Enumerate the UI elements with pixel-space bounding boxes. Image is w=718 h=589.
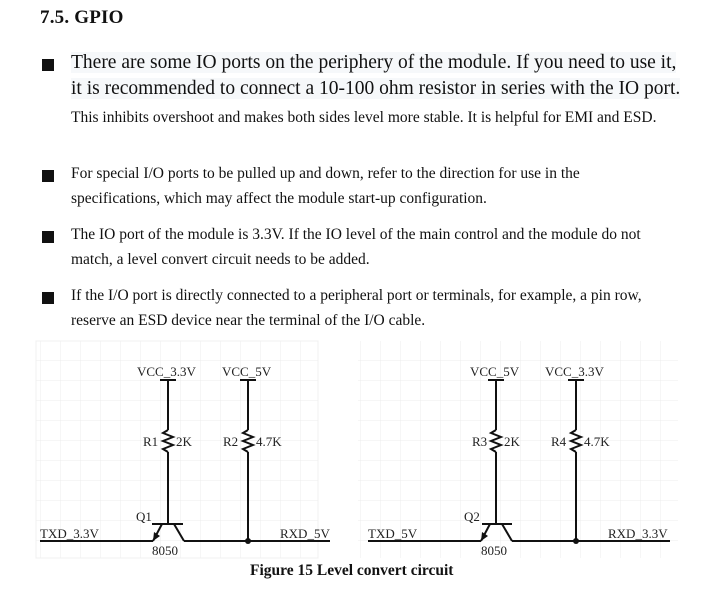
vcc-label: VCC_3.3V <box>137 364 196 379</box>
vcc-label: VCC_5V <box>470 364 520 379</box>
junction-dot <box>245 538 251 544</box>
signal-label-rxd: RXD_3.3V <box>608 526 668 541</box>
transistor-type: 8050 <box>481 543 507 558</box>
junction-dot <box>573 538 579 544</box>
resistor-label: R4 <box>551 434 567 449</box>
bullet-text-3: The IO port of the module is 3.3V. If the IO level of the main control and the module do not match, a level convert circuit needs to be added. <box>71 226 641 268</box>
vcc-label: VCC_3.3V <box>545 364 604 379</box>
signal-label-txd: TXD_5V <box>368 526 418 541</box>
resistor-label: R3 <box>472 434 488 449</box>
signal-label-txd: TXD_3.3V <box>40 526 99 541</box>
resistor-label: R2 <box>223 434 239 449</box>
resistor-value: 2K <box>504 434 520 449</box>
transistor-label: Q2 <box>464 509 480 524</box>
bullet-rest-text: This inhibits overshoot and makes both sides level more stable. It is helpful for EMI and ESD. <box>71 109 657 126</box>
bullet-text-2: For special I/O ports to be pulled up and down, refer to the direction for use in the specifications, which may affect the module start-up configuration. <box>71 165 580 207</box>
figure-caption: Figure 15 Level convert circuit <box>250 562 454 579</box>
transistor-type: 8050 <box>152 543 178 558</box>
resistor-value: 4.7K <box>584 434 610 449</box>
resistor-label: R1 <box>143 434 159 449</box>
resistor-value: 4.7K <box>256 434 282 449</box>
bullet-text-4: If the I/O port is directly connected to a peripheral port or terminals, for example, a pin row, reserve an ESD device near the terminal of the I/O cable. <box>71 287 642 329</box>
section-heading: 7.5. GPIO <box>40 7 124 28</box>
signal-label-rxd: RXD_5V <box>280 526 330 541</box>
vcc-label: VCC_5V <box>222 364 272 379</box>
resistor-value: 2K <box>176 434 192 449</box>
transistor-label: Q1 <box>136 509 152 524</box>
highlighted-line-1: There are some IO ports on the periphery of the module. If you need to use it, <box>71 52 677 73</box>
highlighted-line-2: it is recommended to connect a 10-100 ohm resistor in series with the IO port. <box>71 78 681 99</box>
